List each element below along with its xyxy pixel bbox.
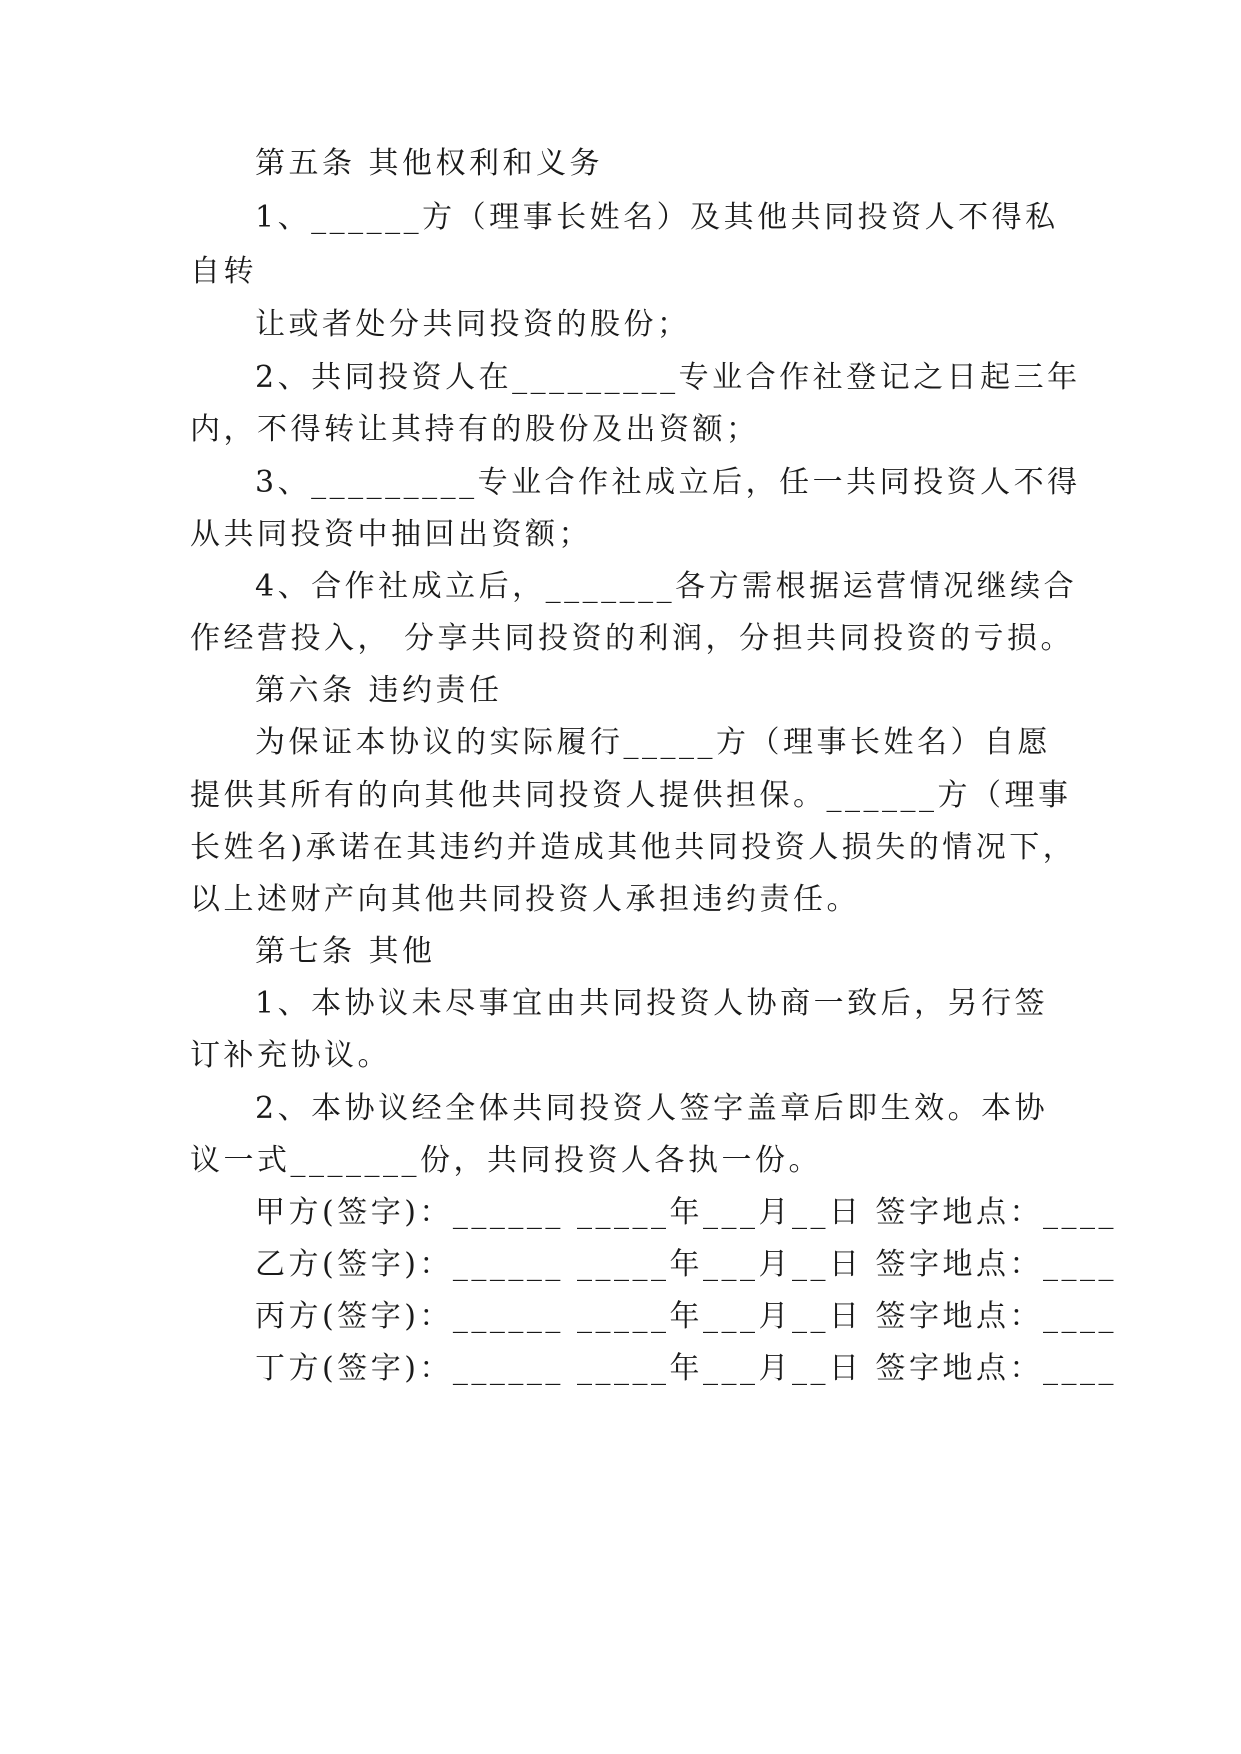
signature-line-party-a: 甲方(签字)：______ _____年___月__日 签字地点：____ (255, 1195, 1117, 1230)
clause-5-3-line-1: 3、_________专业合作社成立后，任一共同投资人不得 (255, 465, 1081, 500)
section-6-line-3: 长姓名)承诺在其违约并造成其他共同投资人损失的情况下， (190, 830, 1077, 865)
clause-7-2-line-2: 议一式_______份，共同投资人各执一份。 (190, 1143, 822, 1178)
clause-5-1-line-3: 让或者处分共同投资的股份； (255, 307, 691, 342)
clause-5-4-line-2: 作经营投入， 分享共同投资的利润，分担共同投资的亏损。 (190, 621, 1075, 656)
clause-5-4-line-1: 4、合作社成立后，_______各方需根据运营情况继续合 (255, 569, 1078, 604)
signature-line-party-c: 丙方(签字)：______ _____年___月__日 签字地点：____ (255, 1299, 1117, 1334)
section-6-heading: 第六条 违约责任 (255, 673, 503, 708)
clause-7-2-line-1: 2、本协议经全体共同投资人签字盖章后即生效。本协 (255, 1091, 1049, 1126)
clause-5-1-line-1: 1、______方（理事长姓名）及其他共同投资人不得私 (255, 200, 1059, 235)
signature-line-party-d: 丁方(签字)：______ _____年___月__日 签字地点：____ (255, 1351, 1117, 1386)
clause-5-3-line-2: 从共同投资中抽回出资额； (190, 517, 592, 552)
section-5-heading: 第五条 其他权利和义务 (255, 146, 604, 181)
clause-5-2-line-1: 2、共同投资人在_________专业合作社登记之日起三年 (255, 360, 1081, 395)
clause-7-1-line-2: 订补充协议。 (190, 1038, 391, 1073)
clause-5-1-line-2: 自转 (190, 254, 257, 289)
section-6-line-2: 提供其所有的向其他共同投资人提供担保。______方（理事 (190, 778, 1072, 813)
clause-7-1-line-1: 1、本协议未尽事宜由共同投资人协商一致后，另行签 (255, 986, 1049, 1021)
section-6-line-4: 以上述财产向其他共同投资人承担违约责任。 (190, 882, 860, 917)
signature-line-party-b: 乙方(签字)：______ _____年___月__日 签字地点：____ (255, 1247, 1117, 1282)
section-7-heading: 第七条 其他 (255, 934, 436, 969)
section-6-line-1: 为保证本协议的实际履行_____方（理事长姓名）自愿 (255, 725, 1051, 760)
clause-5-2-line-2: 内，不得转让其持有的股份及出资额； (190, 412, 760, 447)
